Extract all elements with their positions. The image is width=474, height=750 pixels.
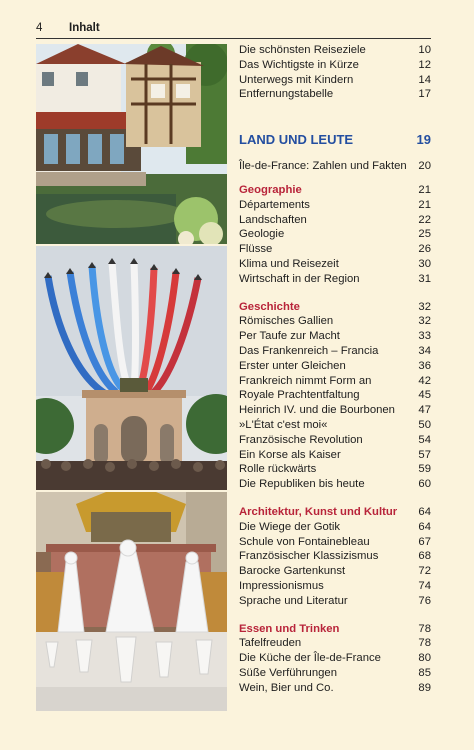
toc-entry[interactable]: Frankreich nimmt Form an 42	[239, 374, 431, 387]
toc-entry[interactable]: Römisches Gallien 32	[239, 315, 431, 328]
toc-entry[interactable]: »L'État c'est moi« 50	[239, 418, 431, 431]
toc-entry[interactable]: Départements 21	[239, 198, 431, 211]
section-title: Inhalt	[69, 22, 100, 34]
toc-entry[interactable]: Tafelfreuden 78	[239, 637, 431, 650]
toc-entry[interactable]: Die Küche der Île-de-France 80	[239, 652, 431, 665]
toc-entry[interactable]: Heinrich IV. und die Bourbonen 47	[239, 404, 431, 417]
toc-entry[interactable]: Das Wichtigste in Kürze 12	[239, 58, 431, 71]
toc-section-heading[interactable]: Geschichte 32	[239, 300, 431, 313]
toc-entry[interactable]: Das Frankenreich – Francia 34	[239, 344, 431, 357]
toc-section-heading[interactable]: Geographie 21	[239, 183, 431, 196]
page-header	[36, 20, 431, 39]
toc-entry[interactable]: Die Republiken bis heute 60	[239, 478, 431, 491]
toc-entry[interactable]: Unterwegs mit Kindern 14	[239, 73, 431, 86]
toc-entry[interactable]: Klima und Reisezeit 30	[239, 257, 431, 270]
toc-entry[interactable]: Geologie 25	[239, 228, 431, 241]
photo-crystal-table-setting	[36, 492, 227, 711]
toc-entry[interactable]: Die schönsten Reiseziele 10	[239, 44, 431, 56]
toc-entry[interactable]: Per Taufe zur Macht 33	[239, 330, 431, 343]
photo-half-timbered-houses	[36, 44, 227, 244]
toc-entry[interactable]: Impressionismus 74	[239, 579, 431, 592]
toc-entry[interactable]: Wirtschaft in der Region 31	[239, 272, 431, 285]
toc-entry[interactable]: Die Wiege der Gotik 64	[239, 520, 431, 533]
toc-entry[interactable]: Erster unter Gleichen 36	[239, 359, 431, 372]
toc-entry[interactable]: Flüsse 26	[239, 243, 431, 256]
toc-entry[interactable]: Rolle rückwärts 59	[239, 463, 431, 476]
toc-entry[interactable]: Süße Verführungen 85	[239, 666, 431, 679]
toc-entry[interactable]: Île-de-France: Zahlen und Fakten 20	[239, 160, 431, 173]
toc-entry[interactable]: Französischer Klassizismus 68	[239, 550, 431, 563]
toc-entry[interactable]: Landschaften 22	[239, 213, 431, 226]
toc-entry[interactable]: Wein, Bier und Co. 89	[239, 681, 431, 694]
toc-entry[interactable]: Barocke Gartenkunst 72	[239, 565, 431, 578]
toc-entry[interactable]: Französische Revolution 54	[239, 433, 431, 446]
toc-entry[interactable]: Schule von Fontainebleau 67	[239, 535, 431, 548]
toc-entry[interactable]: Ein Korse als Kaiser 57	[239, 448, 431, 461]
photo-patrouille-de-france	[36, 246, 227, 490]
toc-section-heading[interactable]: Architektur, Kunst und Kultur 64	[239, 505, 431, 518]
toc-entry[interactable]: Entfernungstabelle 17	[239, 88, 431, 101]
page-number: 4	[36, 22, 43, 34]
table-of-contents	[239, 43, 431, 695]
toc-main-heading[interactable]: LAND UND LEUTE 19	[239, 132, 431, 148]
toc-section-heading[interactable]: Essen und Trinken 78	[239, 622, 431, 635]
toc-entry[interactable]: Sprache und Literatur 76	[239, 594, 431, 607]
toc-entry[interactable]: Royale Prachtentfaltung 45	[239, 389, 431, 402]
